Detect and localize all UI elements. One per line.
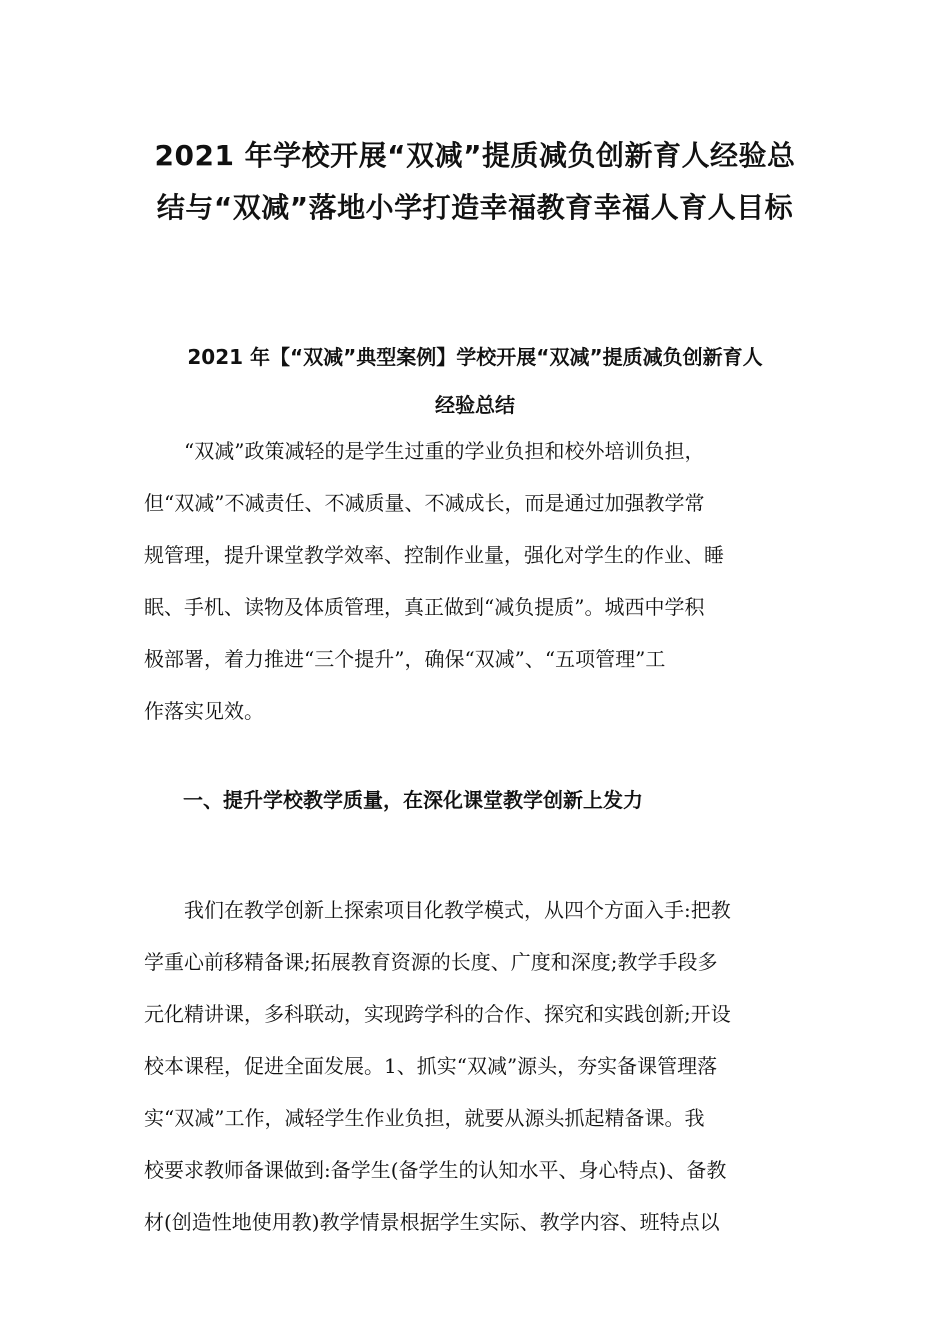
document-title-line: 2021 年学校开展“双减”提质减负创新育人经验总 bbox=[154, 139, 796, 172]
paragraph-line: 我们在教学创新上探索项目化教学模式，从四个方面入手:把教 bbox=[184, 898, 731, 922]
section-subtitle-line: 2021 年【“双减”典型案例】学校开展“双减”提质减负创新育人 bbox=[187, 345, 763, 369]
paragraph-line: 极部署，着力推进“三个提升”，确保“双减”、“五项管理”工 bbox=[144, 647, 666, 671]
document-title bbox=[140, 130, 810, 234]
paragraph-line: 实“双减”工作，减轻学生作业负担，就要从源头抓起精备课。我 bbox=[144, 1106, 705, 1130]
paragraph-line: 校本课程，促进全面发展。1、抓实“双减”源头，夯实备课管理落 bbox=[144, 1054, 718, 1078]
section-subtitle bbox=[140, 333, 810, 429]
paragraph-line: 元化精讲课，多科联动，实现跨学科的合作、探究和实践创新;开设 bbox=[144, 1002, 731, 1026]
section-heading-1: 一、提升学校教学质量，在深化课堂教学创新上发力 bbox=[183, 788, 643, 812]
paragraph-line: 校要求教师备课做到:备学生(备学生的认知水平、身心特点)、备教 bbox=[144, 1158, 727, 1182]
intro-paragraph bbox=[144, 425, 812, 737]
paragraph-line: 作落实见效。 bbox=[144, 699, 264, 723]
paragraph-line: 眠、手机、读物及体质管理，真正做到“减负提质”。城西中学积 bbox=[144, 595, 705, 619]
section-subtitle-line: 经验总结 bbox=[435, 393, 515, 417]
paragraph-line: “双减”政策减轻的是学生过重的学业负担和校外培训负担， bbox=[184, 439, 705, 463]
body-paragraph bbox=[144, 884, 812, 1248]
paragraph-line: 材(创造性地使用教)教学情景根据学生实际、教学内容、班特点以 bbox=[144, 1210, 720, 1234]
paragraph-line: 但“双减”不减责任、不减质量、不减成长，而是通过加强教学常 bbox=[144, 491, 705, 515]
paragraph-line: 规管理，提升课堂教学效率、控制作业量，强化对学生的作业、睡 bbox=[144, 543, 724, 567]
document-title-line: 结与“双减”落地小学打造幸福教育幸福人育人目标 bbox=[156, 191, 794, 224]
paragraph-line: 学重心前移精备课;拓展教育资源的长度、广度和深度;教学手段多 bbox=[144, 950, 718, 974]
